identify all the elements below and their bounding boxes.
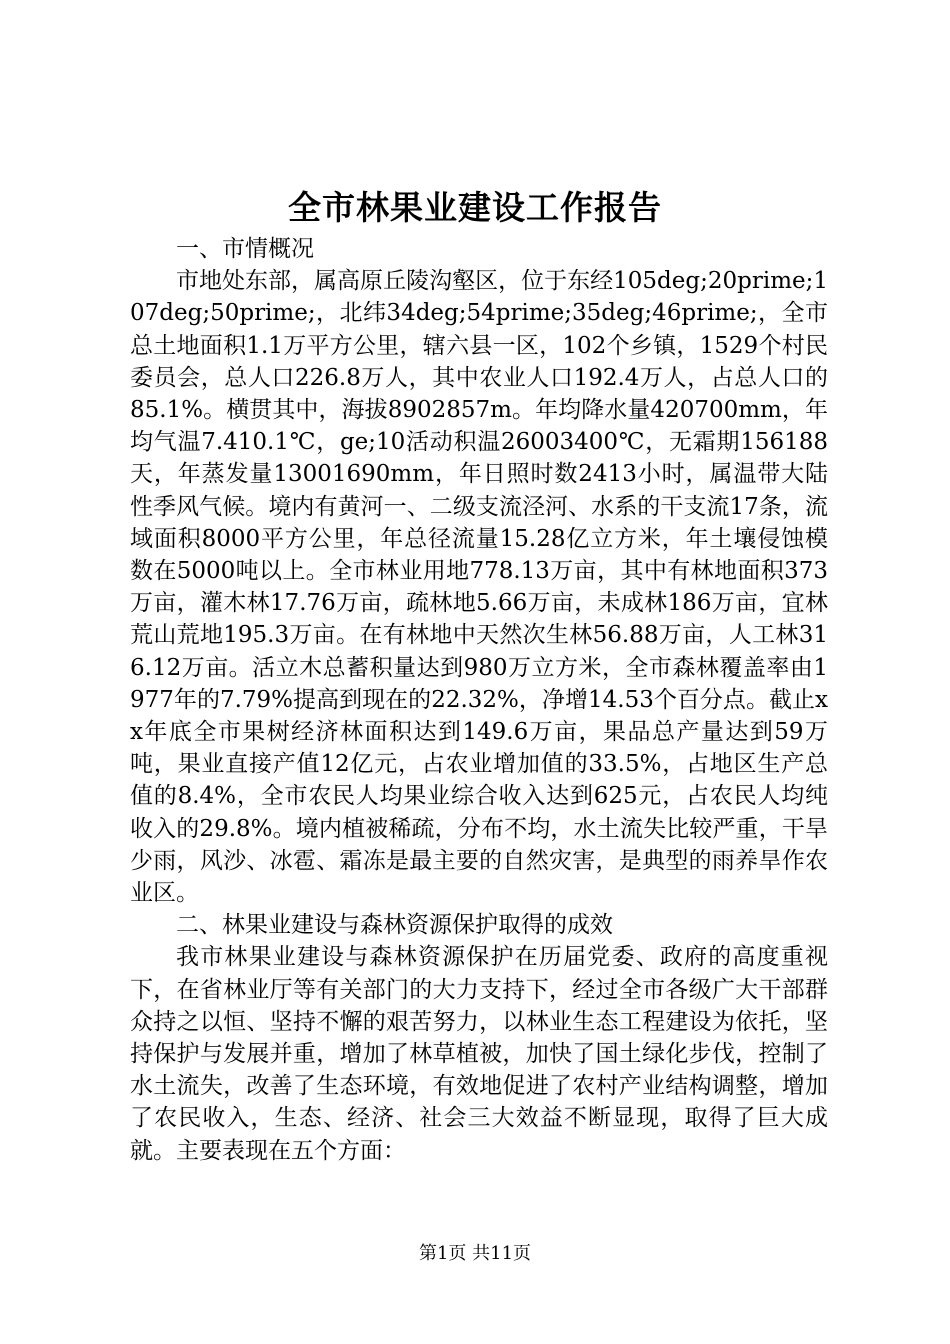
section-paragraph-1: 市地处东部，属高原丘陵沟壑区，位于东经105deg;20prime;107deg;50prime;，北纬34deg;54prime;35deg;46prime;，全市总土地面积1.1万平方公里，辖六县一区，102个乡镇，1529个村民委员会，总人口226.8万人，其中农业人口192.4万人，占总人口的85.1%。横贯其中，海拔8902857m。年均降水量420700mm，年均气温7.410.1℃，ge;10活动积温26003400℃，无霜期156188天，年蒸发量13001690mm，年日照时数2413小时，属温带大陆性季风气候。境内有黄河一、二级支流泾河、水系的干支流17条，流域面积8000平方公里，年总径流量15.28亿立方米，年土壤侵蚀模数在5000吨以上。全市林业用地778.13万亩，其中有林地面积373万亩，灌木林17.76万亩，疏林地5.66万亩，未成林186万亩，宜林荒山荒地195.3万亩。在有林地中天然次生林56.88万亩，人工林316.12万亩。活立木总蓄积量达到980万立方米，全市森林覆盖率由1977年的7.79%提高到现在的22.32%，净增14.53个百分点。截止xx年底全市果树经济林面积达到149.6万亩，果品总产量达到59万吨，果业直接产值12亿元，占农业增加值的33.5%，占地区生产总值的8.4%，全市农民人均果业综合收入达到625元，占农民人均纯收入的29.8%。境内植被稀疏，分布不均，水土流失比较严重，干旱少雨，风沙、冰雹、霜冻是最主要的自然灾害，是典型的雨养旱作农业区。 <box>130 268 828 907</box>
page-number-footer: 第1页 共11页 <box>418 1243 532 1264</box>
document-body <box>130 233 828 1167</box>
section-heading-2: 二、林果业建设与森林资源保护取得的成效 <box>176 912 613 939</box>
section-heading-1: 一、市情概况 <box>176 236 314 262</box>
section-paragraph-2: 我市林果业建设与森林资源保护在历届党委、政府的高度重视下，在省林业厅等有关部门的大力支持下，经过全市各级广大干部群众持之以恒、坚持不懈的艰苦努力，以林业生态工程建设为依托，坚持保护与发展并重，增加了林草植被，加快了国土绿化步伐，控制了水土流失，改善了生态环境，有效地促进了农村产业结构调整，增加了农民收入，生态、经济、社会三大效益不断显现，取得了巨大成就。主要表现在五个方面： <box>130 944 828 1164</box>
document-title: 全市林果业建设工作报告 <box>288 188 662 227</box>
